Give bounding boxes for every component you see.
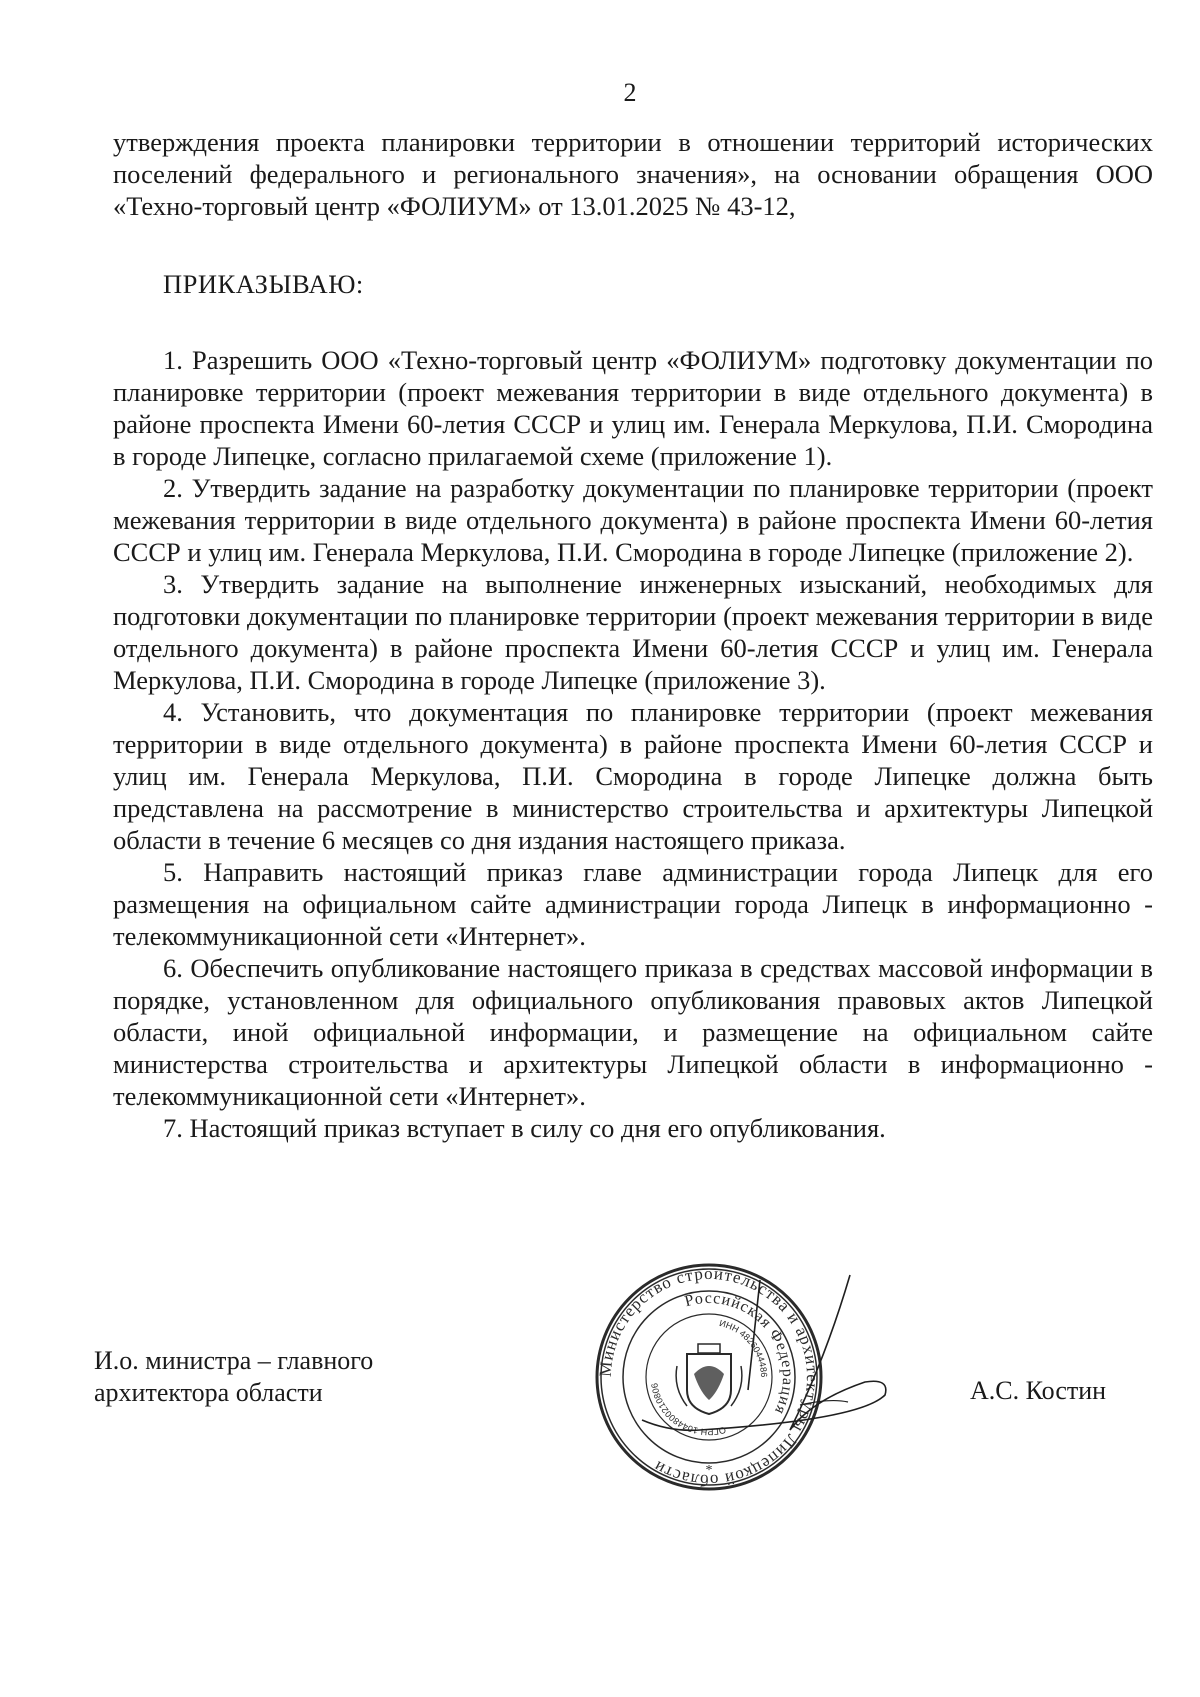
intro-paragraph: утверждения проекта планировки территории в отношении территорий исторических поселений федерального и регионального значения», на основании обращения ООО «Техно-торговый центр «ФОЛИУМ» от 13.01.2025 № 43-12, (113, 127, 1153, 221)
order-item-3: 3. Утвердить задание на выполнение инженерных изысканий, необходимых для подготовки документации по планировке территории (проект межевания территории в виде отдельного документа) в районе проспекта Имени 60-летия СССР и улиц им. Генерала Меркулова, П.И. Смородина в городе Липецке (приложение 3). (113, 569, 1153, 695)
order-item-4: 4. Установить, что документация по планировке территории (проект межевания территории в виде отдельного документа) в районе проспекта Имени 60-летия СССР и улиц им. Генерала Меркулова, П.И. Смородина в городе Липецке должна быть представлена на рассмотрение в министерство строительства и архитектуры Липецкой области в течение 6 месяцев со дня издания настоящего приказа. (113, 697, 1153, 855)
order-item-1: 1. Разрешить ООО «Техно-торговый центр «ФОЛИУМ» подготовку документации по планировке территории (проект межевания территории в виде отдельного документа) в районе проспекта Имени 60-летия СССР и улиц им. Генерала Меркулова, П.И. Смородина в городе Липецке, согласно прилагаемой схеме (приложение 1). (113, 345, 1153, 471)
seal-ogrn: ОГРН 1044800210806 (649, 1382, 727, 1438)
seal-inner-text: Российская Федерация (682, 1289, 797, 1418)
document-body (113, 126, 1153, 1144)
signer-position-line-1: И.о. министра – главного (94, 1346, 374, 1375)
order-item-7: 7. Настоящий приказ вступает в силу со дня его опубликования. (163, 1113, 886, 1143)
signer-name: А.С. Костин (970, 1376, 1107, 1405)
seal-inn: ИНН 4826044486 (718, 1318, 770, 1378)
svg-text:*: * (705, 1463, 713, 1478)
signer-position-line-2: архитектора области (94, 1378, 323, 1407)
seal-outer-text: Министерство строительства и архитектуры Липецкой области (595, 1263, 823, 1491)
order-item-5: 5. Направить настоящий приказ главе администрации города Липецк для его размещения на официальном сайте администрации города Липецк в информационно - телекоммуникационной сети «Интернет». (113, 857, 1153, 951)
signer-position (94, 1345, 373, 1409)
order-item-2: 2. Утвердить задание на разработку документации по планировке территории (проект межевания территории в виде отдельного документа) в районе проспекта Имени 60-летия СССР и улиц им. Генерала Меркулова, П.И. Смородина в городе Липецке (приложение 2). (113, 473, 1153, 567)
decree-heading: ПРИКАЗЫВАЮ: (163, 269, 364, 299)
page-number: 2 (623, 78, 637, 107)
handwritten-signature-icon (640, 1270, 970, 1470)
order-item-6: 6. Обеспечить опубликование настоящего приказа в средствах массовой информации в порядке, установленном для официального опубликования правовых актов Липецкой области, иной официальной информации, и размещение на официальном сайте министерства строительства и архитектуры Липецкой области в информационно - телекоммуникационной сети «Интернет». (113, 953, 1153, 1111)
